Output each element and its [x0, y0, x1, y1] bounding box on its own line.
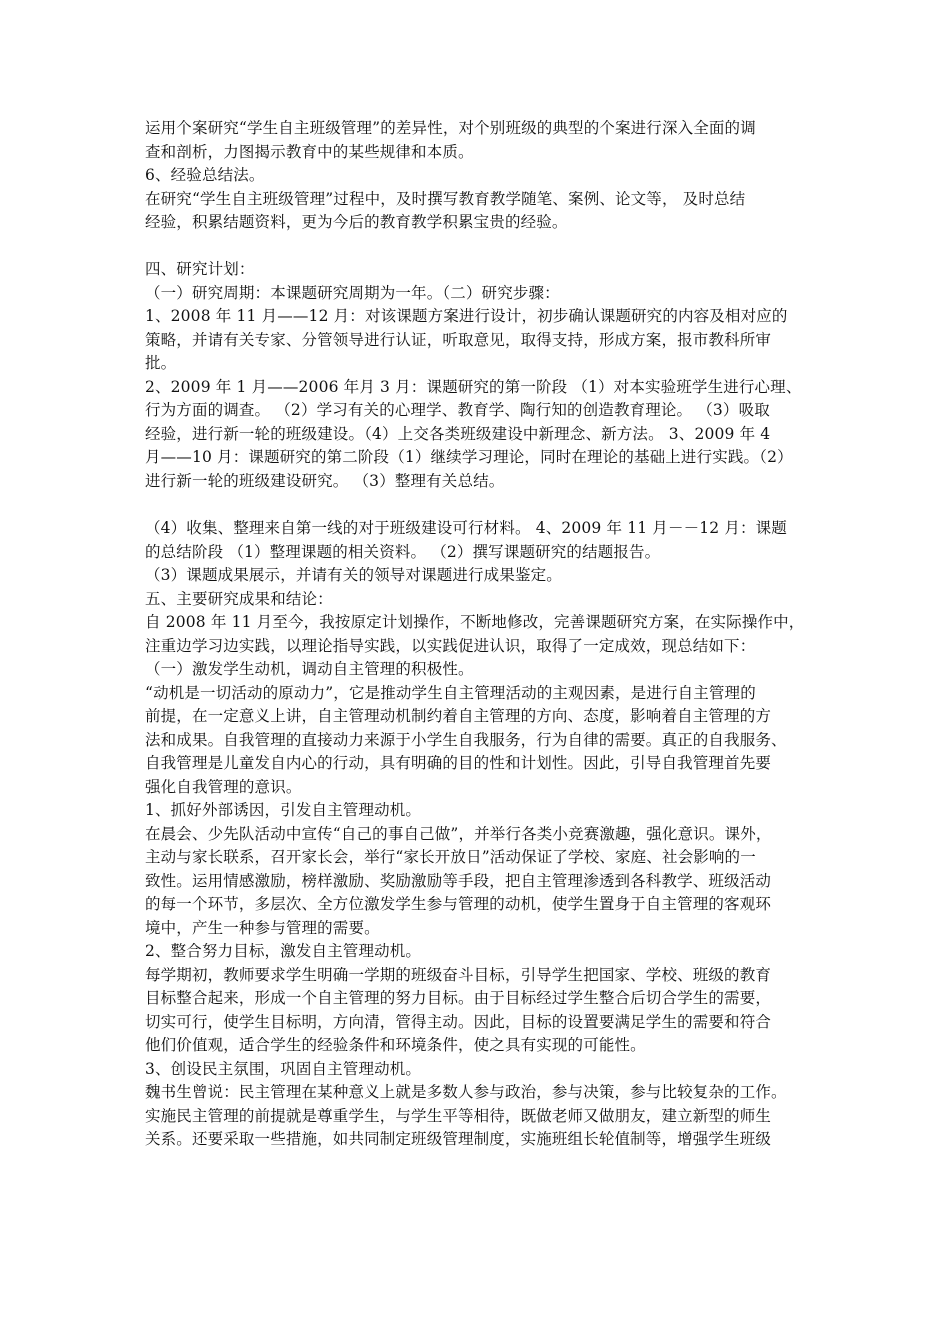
subsection-heading: 1、抓好外部诱因，引发自主管理动机。	[145, 801, 422, 819]
text-line: （4）收集、整理来自第一线的对于班级建设可行材料。 4、2009 年 11 月－－12 月：课题	[145, 519, 787, 537]
subsection-heading: 2、整合努力目标，激发自主管理动机。	[145, 942, 422, 960]
text-line: 查和剖析，力图揭示教育中的某些规律和本质。	[145, 142, 474, 161]
text-line: 切实可行，使学生目标明，方向清，管得主动。因此，目标的设置要满足学生的需要和符合	[145, 1012, 772, 1031]
text-line: 经验，进行新一轮的班级建设。（4）上交各类班级建设中新理念、新方法。 3、2009 年 4	[145, 424, 771, 443]
text-line: 运用个案研究“学生自主班级管理”的差异性，对个别班级的典型的个案进行深入全面的调	[145, 119, 756, 137]
text-line: 目标整合起来，形成一个自主管理的努力目标。由于目标经过学生整合后切合学生的需要，	[145, 989, 772, 1007]
text-line: 1、2008 年 11 月——12 月：对该课题方案进行设计，初步确认课题研究的内容及相对应的	[145, 307, 788, 325]
text-line: （一）研究周期：本课题研究周期为一年。（二）研究步骤：	[145, 283, 560, 302]
text-line: “动机是一切活动的原动力”，它是推动学生自主管理活动的主观因素，是进行自主管理的	[145, 683, 756, 702]
paragraph-gap	[145, 235, 813, 259]
text-line: 行为方面的调查。 （2）学习有关的心理学、教育学、陶行知的创造教育理论。 （3）吸取	[145, 401, 770, 419]
text-line: 他们价值观，适合学生的经验条件和环境条件，使之具有实现的可能性。	[145, 1036, 646, 1054]
paragraph-gap	[145, 493, 813, 517]
text-line: 在研究“学生自主班级管理”过程中，及时撰写教育教学随笔、案例、论文等， 及时总结	[145, 189, 746, 208]
section-heading: 五、主要研究成果和结论：	[145, 589, 333, 608]
text-line: 进行新一轮的班级建设研究。 （3）整理有关总结。	[145, 471, 505, 490]
section-heading: 6、经验总结法。	[145, 166, 265, 184]
text-line: 实施民主管理的前提就是尊重学生，与学生平等相待，既做老师又做朋友，建立新型的师生	[145, 1106, 772, 1125]
text-line: 经验，积累结题资料，更为今后的教育教学积累宝贵的经验。	[145, 213, 568, 231]
subsection-heading: （一）激发学生动机，调动自主管理的积极性。	[145, 660, 474, 678]
text-line: 在晨会、少先队活动中宣传“自己的事自己做”，并举行各类小竞赛激趣，强化意识。课外，	[145, 824, 772, 843]
text-line: 策略，并请有关专家、分管领导进行认证，听取意见，取得支持，形成方案，报市教科所审	[145, 330, 772, 349]
document-body	[145, 117, 813, 1152]
text-line: 魏书生曾说：民主管理在某种意义上就是多数人参与政治，参与决策，参与比较复杂的工作。	[145, 1083, 787, 1101]
text-line: 2、2009 年 1 月——2006 年月 3 月：课题研究的第一阶段 （1）对本实验班学生进行心理、	[145, 377, 802, 396]
text-line: 的总结阶段 （1）整理课题的相关资料。 （2）撰写课题研究的结题报告。	[145, 542, 661, 561]
text-line: 注重边学习边实践，以理论指导实践，以实践促进认识，取得了一定成效，现总结如下：	[145, 636, 756, 655]
text-line: 月——10 月：课题研究的第二阶段（1）继续学习理论，同时在理论的基础上进行实践。（2）	[145, 448, 793, 466]
text-line: 每学期初，教师要求学生明确一学期的班级奋斗目标，引导学生把国家、学校、班级的教育	[145, 965, 772, 984]
text-line: 强化自我管理的意识。	[145, 777, 302, 796]
subsection-heading: 3、创设民主氛围，巩固自主管理动机。	[145, 1059, 422, 1078]
text-line: 境中，产生一种参与管理的需要。	[145, 918, 380, 937]
text-line: 主动与家长联系，召开家长会，举行“家长开放日”活动保证了学校、家庭、社会影响的一	[145, 848, 756, 866]
text-line: 批。	[145, 354, 177, 372]
text-line: 关系。还要采取一些措施，如共同制定班级管理制度，实施班组长轮值制等，增强学生班级	[145, 1130, 772, 1148]
text-line: 的每一个环节，多层次、全方位激发学生参与管理的动机，使学生置身于自主管理的客观环	[145, 895, 772, 913]
text-line: 自我管理是儿童发自内心的行动，具有明确的目的性和计划性。因此，引导自我管理首先要	[145, 754, 772, 772]
section-heading: 四、研究计划：	[145, 260, 255, 278]
text-line: （3）课题成果展示，并请有关的领导对课题进行成果鉴定。	[145, 566, 562, 584]
text-line: 前提，在一定意义上讲，自主管理动机制约着自主管理的方向、态度，影响着自主管理的方	[145, 707, 772, 725]
text-line: 致性。运用情感激励，榜样激励、奖励激励等手段，把自主管理渗透到各科教学、班级活动	[145, 871, 772, 890]
text-line: 法和成果。自我管理的直接动力来源于小学生自我服务，行为自律的需要。真正的自我服务、	[145, 730, 787, 749]
text-line: 自 2008 年 11 月至今，我按原定计划操作，不断地修改，完善课题研究方案，在实际操作中，	[145, 613, 805, 631]
